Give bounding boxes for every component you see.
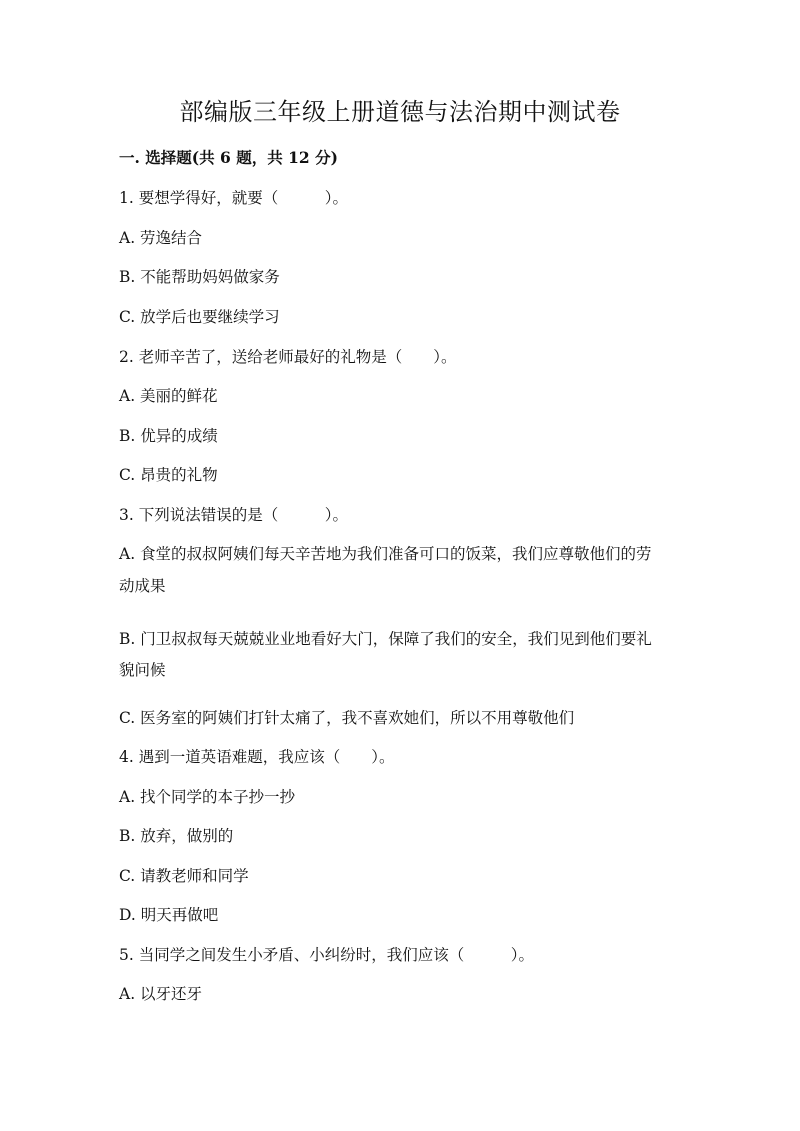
question-2-option-b: B. 优异的成绩 [119, 427, 218, 445]
question-2-option-c: C. 昂贵的礼物 [119, 466, 218, 484]
question-1-option-a: A. 劳逸结合 [119, 229, 203, 247]
question-4-option-b: B. 放弃，做别的 [119, 827, 234, 845]
question-4-stem: 4. 遇到一道英语难题，我应该（ ）。 [119, 748, 395, 766]
question-3-option-a-continued: 动成果 [119, 577, 166, 595]
question-4-option-d: D. 明天再做吧 [119, 906, 219, 924]
question-3-option-a: A. 食堂的叔叔阿姨们每天辛苦地为我们准备可口的饭菜，我们应尊敬他们的劳 [119, 545, 652, 563]
question-3-option-b-continued: 貌问候 [119, 661, 166, 679]
question-3-stem: 3. 下列说法错误的是（ ）。 [119, 506, 348, 524]
question-1-option-b: B. 不能帮助妈妈做家务 [119, 268, 280, 286]
question-4-option-a: A. 找个同学的本子抄一抄 [119, 788, 296, 806]
page-title: 部编版三年级上册道德与法治期中测试卷 [179, 98, 621, 126]
question-3-option-c: C. 医务室的阿姨们打针太痛了，我不喜欢她们，所以不用尊敬他们 [119, 709, 575, 727]
question-2-stem: 2. 老师辛苦了，送给老师最好的礼物是（ ）。 [119, 348, 457, 366]
question-1-stem: 1. 要想学得好，就要（ ）。 [119, 189, 348, 207]
question-3-option-b: B. 门卫叔叔每天兢兢业业地看好大门，保障了我们的安全，我们见到他们要礼 [119, 630, 652, 648]
question-2-option-a: A. 美丽的鲜花 [119, 387, 218, 405]
question-4-option-c: C. 请教老师和同学 [119, 867, 249, 885]
question-1-option-c: C. 放学后也要继续学习 [119, 308, 280, 326]
question-5-option-a: A. 以牙还牙 [119, 985, 203, 1003]
question-5-stem: 5. 当同学之间发生小矛盾、小纠纷时，我们应该（ ）。 [119, 946, 534, 964]
section-heading: 一. 选择题(共 6 题，共 12 分) [119, 148, 338, 167]
